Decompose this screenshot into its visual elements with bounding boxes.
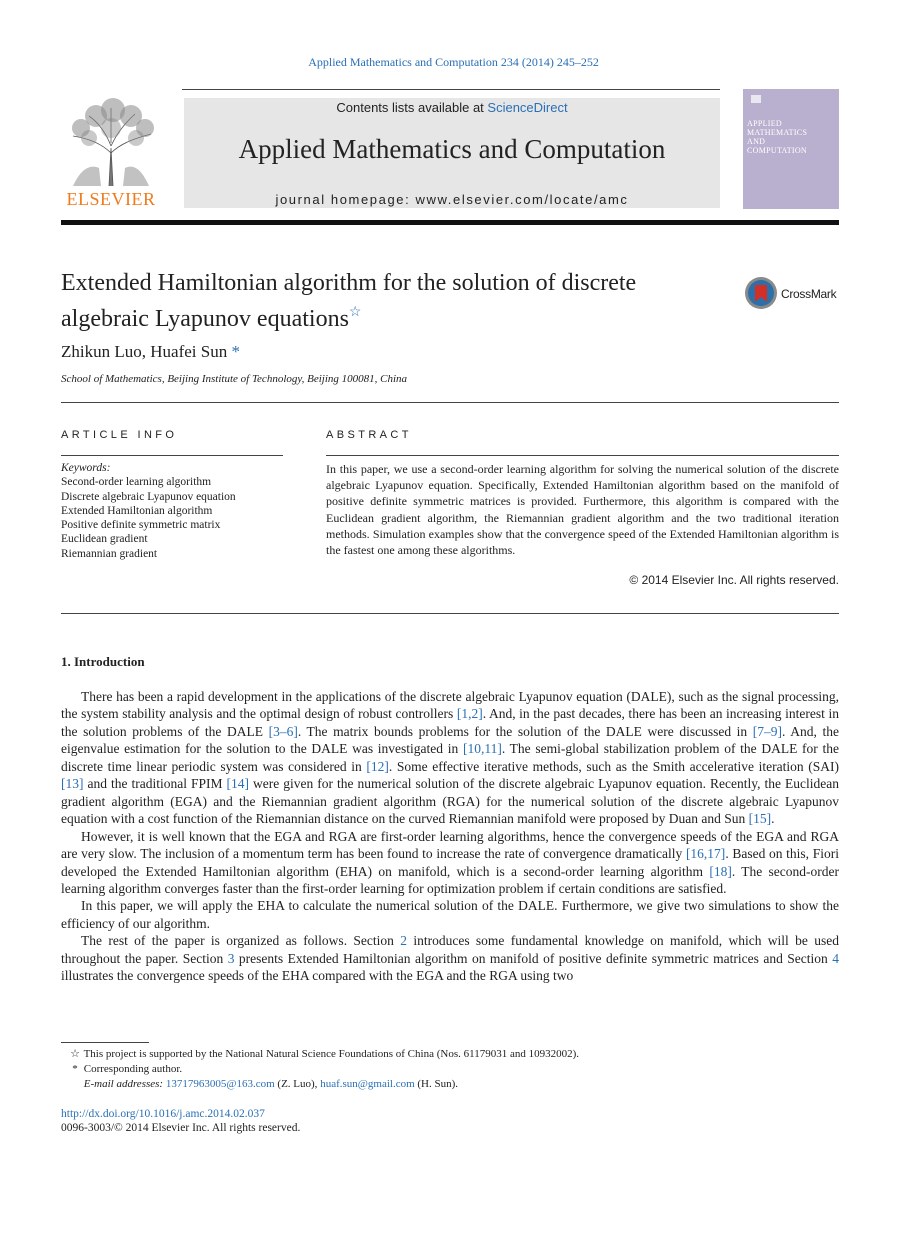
citation-link[interactable]: 2 bbox=[400, 933, 407, 949]
keyword-item: Second-order learning algorithm bbox=[61, 476, 212, 489]
citation-link[interactable]: [10,11] bbox=[462, 741, 502, 757]
crossmark-badge[interactable] bbox=[744, 276, 844, 312]
corresponding-author-mark[interactable]: * bbox=[227, 342, 240, 361]
text-run: . The semi-global stabilization problem of the DALE for the discrete time linear periodic system was considered in bbox=[61, 741, 839, 774]
paragraph bbox=[61, 932, 839, 984]
crossmark-icon bbox=[744, 276, 778, 310]
footnote-rule bbox=[61, 1042, 149, 1043]
keyword-item: Discrete algebraic Lyapunov equation bbox=[61, 490, 236, 503]
text-run: There has been a rapid development in the applications of the discrete algebraic Lyapunov equation (DALE), such as the signal processing, the system stability analysis and the optimal design of robust controllers bbox=[61, 689, 839, 722]
citation-link[interactable]: [3–6] bbox=[268, 723, 298, 739]
abstract-copyright: © 2014 Elsevier Inc. All rights reserved. bbox=[629, 573, 839, 587]
citation-link[interactable]: [16,17] bbox=[685, 846, 726, 862]
author-list bbox=[61, 342, 240, 362]
citation-link[interactable]: 3 bbox=[227, 950, 235, 966]
issn-copyright: 0096-3003/© 2014 Elsevier Inc. All rights reserved. bbox=[61, 1122, 301, 1134]
text-run: . And, the eigenvalue estimation for the solution to the DALE was investigated in bbox=[61, 723, 839, 757]
citation-link[interactable]: [7–9] bbox=[752, 723, 783, 739]
introduction-body bbox=[61, 688, 839, 985]
header-top-rule bbox=[182, 89, 720, 90]
divider bbox=[326, 455, 839, 456]
sciencedirect-link[interactable]: ScienceDirect bbox=[487, 100, 568, 115]
title-footnote-mark[interactable]: ☆ bbox=[348, 305, 362, 320]
elsevier-logo[interactable] bbox=[61, 98, 161, 210]
text-run: . bbox=[771, 811, 775, 827]
paragraph bbox=[61, 828, 839, 898]
citation-link[interactable]: [12] bbox=[366, 758, 389, 774]
keyword-item: Extended Hamiltonian algorithm bbox=[61, 504, 213, 517]
journal-name: Applied Mathematics and Computation bbox=[238, 134, 666, 164]
divider bbox=[61, 402, 839, 403]
divider bbox=[61, 455, 283, 456]
citation-link[interactable]: [18] bbox=[709, 863, 732, 879]
email-link-luo[interactable]: 13717963005@163.com bbox=[165, 1078, 275, 1090]
citation-link[interactable]: 4 bbox=[832, 950, 839, 966]
journal-citation[interactable]: Applied Mathematics and Computation 234 (2014) 245–252 bbox=[308, 55, 599, 69]
elsevier-tree-icon bbox=[61, 98, 161, 188]
contents-prefix: Contents lists available at bbox=[336, 100, 488, 115]
footnotes bbox=[61, 1047, 839, 1092]
article-info-label: ARTICLE INFO bbox=[61, 429, 178, 441]
keywords-heading: Keywords: bbox=[61, 462, 111, 474]
header-thick-rule bbox=[61, 220, 839, 225]
citation-link[interactable]: [13] bbox=[61, 776, 84, 792]
text-run: . And, in the past decades, there has been an increasing interest in the solution problems of the DALE bbox=[61, 706, 839, 739]
footnote-funding: ☆ This project is supported by the National Natural Science Foundations of China (Nos. 61179031 and 10932002). bbox=[70, 1048, 579, 1060]
keyword-item: Euclidean gradient bbox=[61, 533, 148, 546]
section-heading-introduction: 1. Introduction bbox=[61, 654, 145, 669]
text-run: introduces some fundamental knowledge on manifold, which will be used throughout the paper. Section bbox=[61, 933, 839, 966]
text-run: and the traditional FPIM bbox=[83, 776, 227, 792]
journal-homepage[interactable]: journal homepage: www.elsevier.com/locate/amc bbox=[275, 192, 629, 207]
abstract-label: ABSTRACT bbox=[326, 429, 412, 441]
text-run: In this paper, we will apply the EHA to calculate the numerical solution of the DALE. Furthermore, we give two simulations to show the efficiency of our algorithm. bbox=[61, 898, 839, 931]
cover-title: APPLIED MATHEMATICS AND COMPUTATION bbox=[747, 119, 808, 155]
text-run: presents Extended Hamiltonian algorithm on manifold of positive definite symmetric matrices and Section bbox=[234, 950, 833, 966]
citation-link[interactable]: [14] bbox=[226, 776, 250, 792]
text-run: However, it is well known that the EGA and RGA are first-order learning algorithms, hence the convergence speeds of the EGA and RGA are very slow. The inclusion of a momentum term has been found to increase the rate of convergence dramatically bbox=[61, 828, 839, 862]
citation-link[interactable]: [15] bbox=[748, 811, 772, 827]
text-run: . The matrix bounds problems for the solution of the DALE were discussed in bbox=[297, 723, 753, 739]
author-sun: Huafei Sun bbox=[150, 342, 228, 361]
text-run: illustrates the convergence speeds of the EHA compared with the EGA and the RGA using two bbox=[61, 968, 574, 984]
email-link-sun[interactable]: huaf.sun@gmail.com bbox=[320, 1078, 415, 1090]
keywords-block bbox=[61, 461, 283, 561]
text-run: . Based on this, Fiori developed the Extended Hamiltonian algorithm (EHA) on manifold, which is a second-order learning algorithm bbox=[61, 846, 839, 879]
doi-link[interactable]: http://dx.doi.org/10.1016/j.amc.2014.02.037 bbox=[61, 1108, 265, 1120]
journal-cover-thumbnail[interactable] bbox=[743, 89, 839, 209]
author-luo: Zhikun Luo, bbox=[61, 342, 151, 361]
contents-line bbox=[184, 100, 720, 115]
affiliation: School of Mathematics, Beijing Institute of Technology, Beijing 100081, China bbox=[61, 373, 408, 385]
divider bbox=[61, 613, 839, 614]
abstract-text: In this paper, we use a second-order learning algorithm for solving the numerical solution of the discrete algebraic Lyapunov equation. Specifically, Extended Hamiltonian algorithm based on the manifold of positive definite symmetric matrices is provided. Furthermore, this algorithm is compared with the Euclidean gradient algorithm, the Riemannian gradient algorithm and the two traditional iteration methods. Simulation examples show that the convergence speed of the Extended Hamiltonian algorithm is the fastest one among these algorithms. bbox=[326, 462, 839, 558]
paragraph bbox=[61, 897, 839, 932]
text-run: . The second-order learning algorithm converges faster than the first-order learning for optimization problem if certain conditions are satisfied. bbox=[61, 863, 839, 896]
footnote-emails: E-mail addresses: 13717963005@163.com (Z. Luo), huaf.sun@gmail.com (H. Sun). bbox=[83, 1078, 459, 1090]
keyword-item: Riemannian gradient bbox=[61, 547, 158, 560]
article-title: Extended Hamiltonian algorithm for the solution of discrete algebraic Lyapunov equations☆ bbox=[61, 270, 637, 332]
text-run: . Some effective iterative methods, such as the Smith accelerative iteration (SAI) bbox=[388, 758, 840, 774]
citation-link[interactable]: [1,2] bbox=[456, 706, 483, 722]
crossmark-label: CrossMark bbox=[781, 287, 837, 301]
keyword-item: Positive definite symmetric matrix bbox=[61, 519, 221, 532]
footnote-corresponding: * Corresponding author. bbox=[72, 1063, 183, 1075]
paragraph bbox=[61, 688, 839, 828]
text-run: were given for the numerical solution of the discrete algebraic Lyapunov equation. Recently, the Euclidean gradient algorithm (EGA) and the Riemannian gradient algorithm (RGA) for the numerical solution of the discrete algebraic Lyapunov equation with a cost function of the Riemannian distance on the curved Riemannian manifold were proposed by Duan and Sun bbox=[61, 776, 840, 827]
elsevier-wordmark: ELSEVIER bbox=[66, 189, 156, 209]
text-run: The rest of the paper is organized as follows. Section bbox=[81, 933, 401, 949]
